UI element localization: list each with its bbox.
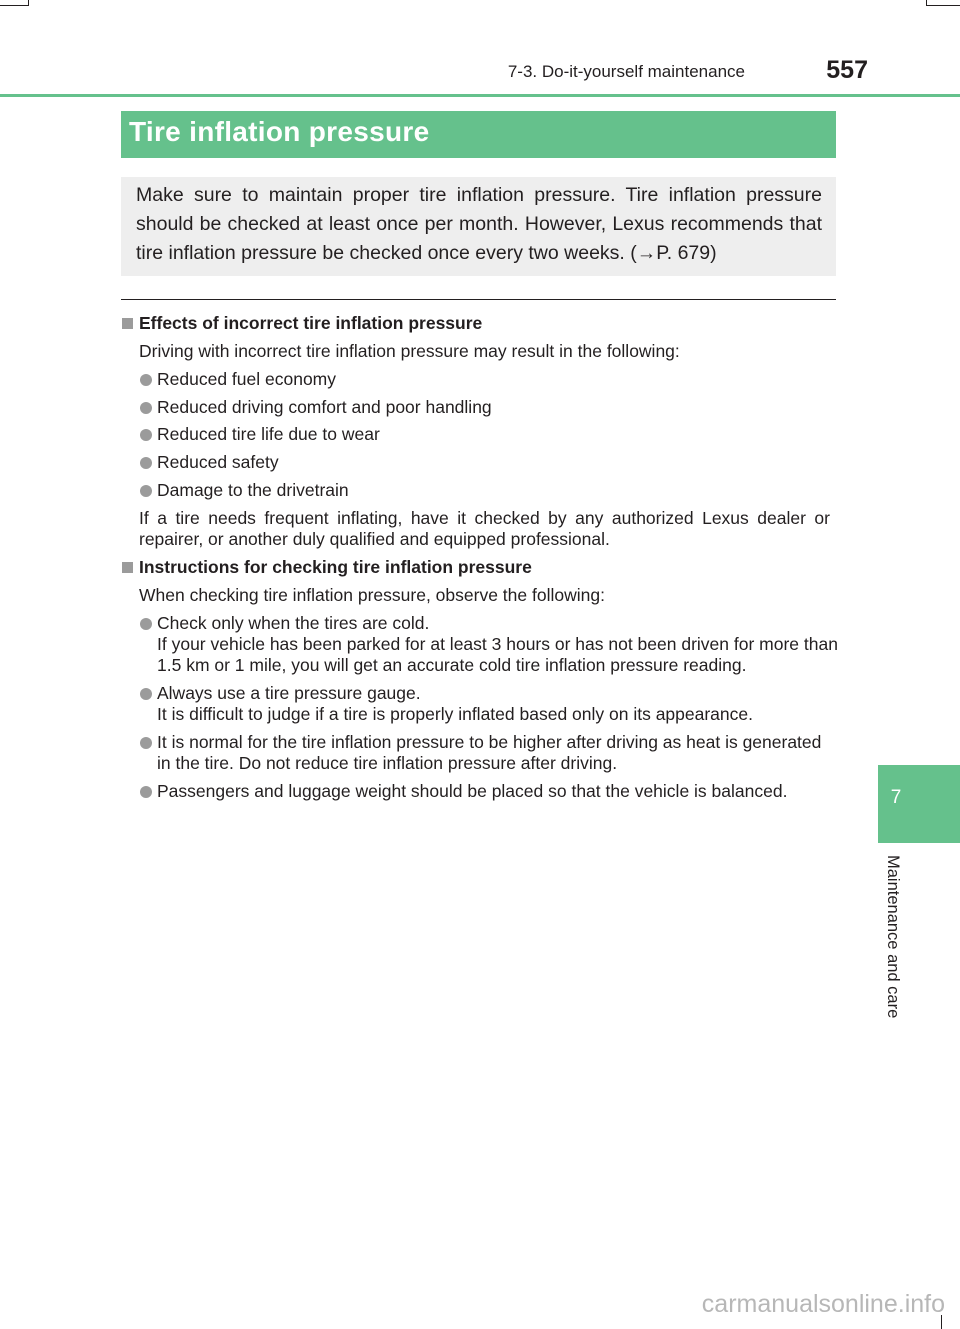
square-bullet-icon — [122, 318, 133, 329]
section1-heading: Effects of incorrect tire inflation pressure — [139, 313, 483, 333]
list-item: Reduced driving comfort and poor handling — [157, 397, 492, 417]
list-item: Always use a tire pressure gauge. — [157, 683, 421, 703]
square-bullet-icon — [122, 562, 133, 573]
list-item-detail: It is difficult to judge if a tire is properly inflated based only on its appearance. — [157, 704, 753, 724]
list-item: Check only when the tires are cold. — [157, 613, 430, 633]
header-rule — [0, 94, 960, 97]
circle-bullet-icon — [140, 786, 152, 798]
chapter-label — [883, 855, 907, 1045]
page-number: 557 — [826, 56, 868, 84]
section-divider — [121, 299, 836, 300]
chapter-tab — [878, 765, 960, 843]
list-item: Damage to the drivetrain — [157, 480, 349, 500]
intro-box — [121, 177, 836, 276]
list-item-detail: in the tire. Do not reduce tire inflation pressure after driving. — [157, 753, 618, 773]
circle-bullet-icon — [140, 374, 152, 386]
list-item-detail: 1.5 km or 1 mile, you will get an accurate cold tire inflation pressure reading. — [157, 655, 747, 675]
section1-note: repairer, or another duly qualified and equipped professional. — [139, 529, 610, 549]
section-title-bar — [121, 111, 836, 158]
circle-bullet-icon — [140, 457, 152, 469]
circle-bullet-icon — [140, 618, 152, 630]
circle-bullet-icon — [140, 429, 152, 441]
running-header-section: 7-3. Do-it-yourself maintenance — [507, 62, 745, 81]
circle-bullet-icon — [140, 485, 152, 497]
chapter-label-text: Maintenance and care — [884, 855, 902, 1019]
chapter-number: 7 — [890, 787, 902, 808]
watermark: carmanualsonline.info — [701, 1290, 945, 1318]
circle-bullet-icon — [140, 688, 152, 700]
circle-bullet-icon — [140, 737, 152, 749]
list-item-detail: If your vehicle has been parked for at least 3 hours or has not been driven for more than — [157, 634, 838, 654]
page-title: Tire inflation pressure — [129, 116, 430, 147]
intro-text: Make sure to maintain proper tire inflation pressure. Tire inflation pressure should be checked at least once per month. However, Lexus recommends that tire inflation pressure be checked once every two weeks. (→P. 679) — [136, 184, 822, 264]
section2-lead: When checking tire inflation pressure, observe the following: — [139, 585, 605, 605]
list-item: It is normal for the tire inflation pressure to be higher after driving as heat is generated — [157, 732, 822, 752]
crop-mark — [0, 5, 28, 6]
crop-mark — [926, 5, 960, 6]
list-item: Passengers and luggage weight should be placed so that the vehicle is balanced. — [157, 781, 788, 801]
crop-mark — [28, 0, 29, 6]
section2-heading: Instructions for checking tire inflation pressure — [139, 557, 532, 577]
list-item: Reduced fuel economy — [157, 369, 336, 389]
list-item: Reduced tire life due to wear — [157, 424, 380, 444]
circle-bullet-icon — [140, 402, 152, 414]
section1-lead: Driving with incorrect tire inflation pressure may result in the following: — [139, 341, 680, 361]
list-item: Reduced safety — [157, 452, 279, 472]
section1-note: If a tire needs frequent inflating, have it checked by any authorized Lexus dealer or — [139, 508, 830, 528]
